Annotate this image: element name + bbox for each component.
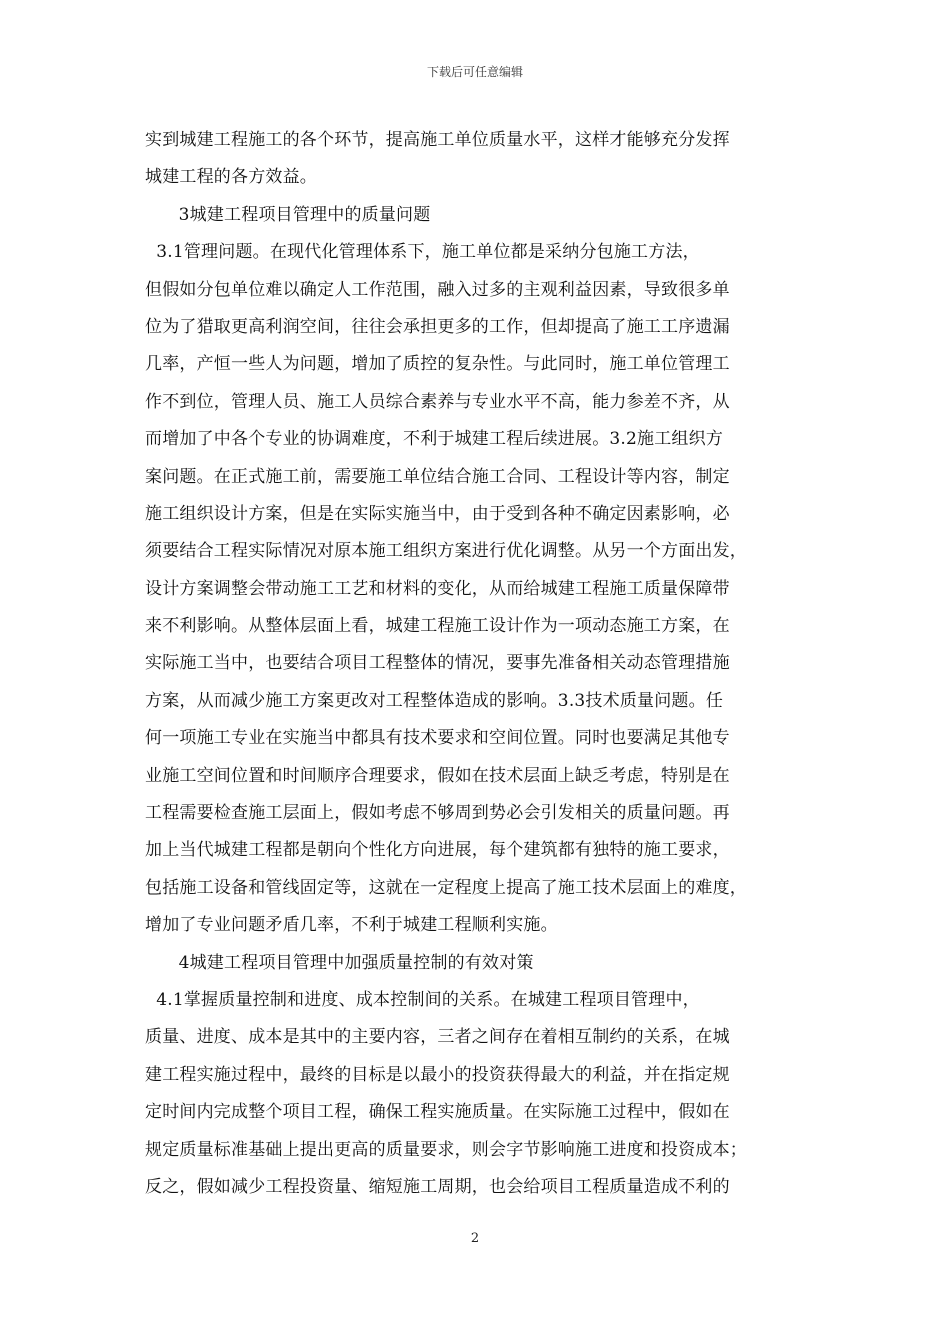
text-line: 加上当代城建工程都是朝向个性化方向进展，每个建筑都有独特的施工要求， <box>145 840 730 861</box>
text-line: 增加了专业问题矛盾几率，不利于城建工程顺利实施。 <box>145 915 558 936</box>
text-line: 但假如分包单位难以确定人工作范围，融入过多的主观利益因素，导致很多单 <box>145 279 730 300</box>
text-line: 几率，产恒一些人为问题，增加了质控的复杂性。与此同时，施工单位管理工 <box>145 354 730 375</box>
text-line: 实际施工当中，也要结合项目工程整体的情况，要事先准备相关动态管理措施 <box>145 653 730 674</box>
text-line: 实到城建工程施工的各个环节，提高施工单位质量水平，这样才能够充分发挥 <box>145 130 730 150</box>
text-line: 3.1管理问题。在现代化管理体系下，施工单位都是采纳分包施工方法， <box>145 242 700 263</box>
text-line: 何一项施工专业在实施当中都具有技术要求和空间位置。同时也要满足其他专 <box>145 728 730 749</box>
text-line: 工程需要检查施工层面上，假如考虑不够周到势必会引发相关的质量问题。再 <box>145 803 730 824</box>
text-line: 反之，假如减少工程投资量、缩短施工周期，也会给项目工程质量造成不利的 <box>145 1176 730 1197</box>
section-heading: 3城建工程项目管理中的质量问题 <box>145 204 431 225</box>
text-line: 建工程实施过程中，最终的目标是以最小的投资获得最大的利益，并在指定规 <box>145 1064 730 1085</box>
page-number: 2 <box>470 1231 480 1246</box>
text-line: 质量、进度、成本是其中的主要内容，三者之间存在着相互制约的关系，在城 <box>145 1027 730 1048</box>
text-line: 须要结合工程实际情况对原本施工组织方案进行优化调整。从另一个方面出发， <box>145 541 747 562</box>
text-line: 定时间内完成整个项目工程，确保工程实施质量。在实际施工过程中，假如在 <box>145 1102 730 1123</box>
text-line: 规定质量标准基础上提出更高的质量要求，则会字节影响施工进度和投资成本； <box>145 1139 747 1160</box>
text-line: 业施工空间位置和时间顺序合理要求，假如在技术层面上缺乏考虑，特别是在 <box>145 765 730 786</box>
text-line: 施工组织设计方案，但是在实际实施当中，由于受到各种不确定因素影响，必 <box>145 503 730 524</box>
document-body <box>145 122 810 1206</box>
page-header: 下载后可任意编辑 <box>426 65 523 79</box>
text-line: 位为了猎取更高利润空间，往往会承担更多的工作，但却提高了施工工序遗漏 <box>145 316 730 337</box>
text-line: 案问题。在正式施工前，需要施工单位结合施工合同、工程设计等内容，制定 <box>145 466 730 487</box>
text-line: 方案，从而减少施工方案更改对工程整体造成的影响。3.3技术质量问题。任 <box>145 690 724 711</box>
text-line: 作不到位，管理人员、施工人员综合素养与专业水平不高，能力参差不齐，从 <box>145 391 730 412</box>
text-line: 4.1掌握质量控制和进度、成本控制间的关系。在城建工程项目管理中， <box>145 989 700 1010</box>
text-line: 城建工程的各方效益。 <box>145 167 317 188</box>
text-line: 包括施工设备和管线固定等，这就在一定程度上提高了施工技术层面上的难度， <box>145 877 747 898</box>
text-line: 来不利影响。从整体层面上看，城建工程施工设计作为一项动态施工方案，在 <box>145 616 730 637</box>
text-line: 而增加了中各个专业的协调难度，不利于城建工程后续进展。3.2施工组织方 <box>145 429 724 450</box>
text-line: 设计方案调整会带动施工工艺和材料的变化，从而给城建工程施工质量保障带 <box>145 578 730 599</box>
section-heading: 4城建工程项目管理中加强质量控制的有效对策 <box>145 952 534 973</box>
